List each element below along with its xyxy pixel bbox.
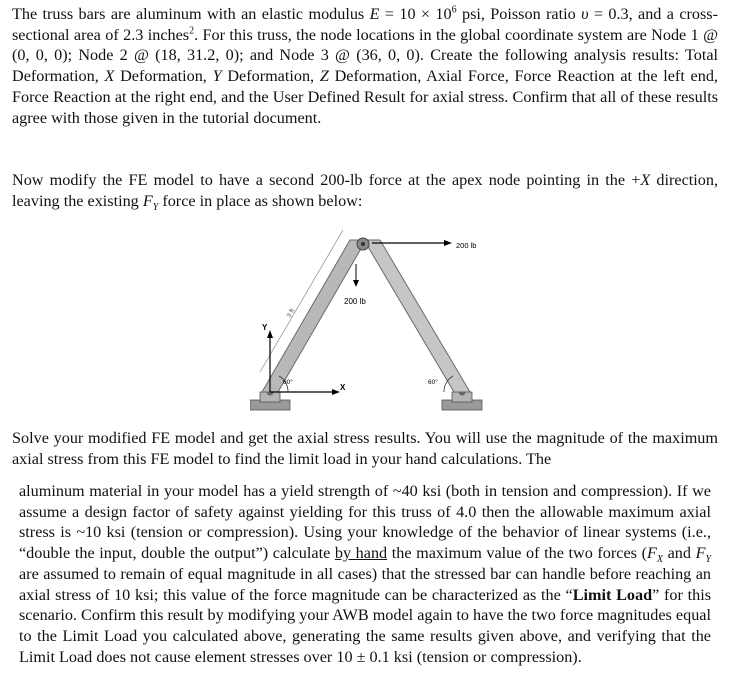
text: Deformation, — [114, 67, 213, 86]
paragraph-modify — [12, 170, 718, 211]
symbol-F: F — [142, 191, 153, 210]
axis-y-label: Y — [262, 323, 268, 332]
emphasis-by-hand: by hand — [334, 544, 388, 563]
symbol-nu: υ — [581, 5, 589, 23]
text: = 0.3, and a cross-sectional area of 2.3 inches — [12, 5, 718, 44]
symbol-X: X — [104, 67, 115, 86]
truss-diagram — [250, 222, 490, 418]
length-label: 3 ft — [285, 307, 297, 319]
axis-x-label: X — [340, 383, 346, 392]
text: The truss bars are aluminum with an elastic modulus — [12, 5, 370, 23]
symbol-Z: Z — [319, 67, 329, 86]
left-bar — [262, 240, 366, 392]
text: aluminum material in your model has a yield strength of ~40 ksi (both in tension and compression). If we assume a design factor of safety against yielding for this truss of 4.0 then the allowable maximum axial stress is ~10 ksi (tension or compression). Using your knowledge of the behavior of linear systems (i.e., “double the input, double the output”) calculate — [19, 482, 711, 563]
right-bar — [364, 240, 470, 392]
text: and — [662, 544, 696, 563]
symbol-X: X — [640, 171, 651, 189]
text: the maximum value of the two forces ( — [387, 544, 647, 563]
force-y-label: 200 lb — [344, 297, 366, 306]
symbol-Y: Y — [212, 67, 222, 86]
text: Deformation, — [221, 67, 320, 86]
term-limit-load: Limit Load — [572, 585, 653, 604]
exponent: 6 — [451, 4, 457, 16]
subscript-Y: Y — [152, 201, 159, 213]
text: = 10 × 10 — [379, 5, 452, 23]
text: Now modify the FE model to have a second 200-lb force at the apex node pointing in the + — [12, 171, 641, 189]
text: are assumed to remain of equal magnitude in all cases) that the stressed bar can handle before reaching an axial stress of 10 ksi; this value of the force magnitude can be characterized as the “ — [19, 564, 711, 604]
paragraph-limit-load — [19, 481, 711, 667]
text: . For this truss, the node locations in the global coordinate system are Node 1 @ (0, 0, 0); Node 2 @ (18, 31.2, 0); and Node 3 @ (36, 0, 0). Create the following analysis results: Total Deformation, — [12, 25, 718, 86]
text: psi, Poisson ratio — [456, 5, 582, 23]
paragraph-intro — [12, 4, 718, 128]
force-y-arrow — [353, 264, 359, 287]
paragraph-solve — [12, 428, 718, 469]
right-angle-label: 60° — [428, 379, 438, 386]
text: Deformation, Axial Force, Force Reaction at the left end, Force Reaction at the right end, and the User Defined Result for axial stress. Confirm that all of these results agree with those given in the tutorial document. — [12, 67, 718, 127]
symbol-F: F — [646, 544, 657, 563]
text: direction, leaving the existing — [12, 171, 718, 210]
subscript-X: X — [656, 554, 663, 566]
symbol-F: F — [695, 544, 706, 563]
left-angle-label: 60° — [283, 379, 293, 386]
symbol-E: E — [369, 5, 380, 23]
exponent: 2 — [189, 25, 195, 37]
text: ” for this scenario. Confirm this result by modifying your AWB model again to have the two force magnitudes equal to the Limit Load you calculated above, generating the same results given above, and verifying that the Limit Load does not cause element stresses over 10 ± 0.1 ksi (tension or compression). — [19, 585, 711, 666]
text: force in place as shown below: — [158, 191, 363, 210]
force-x-label: 200 lb — [456, 241, 477, 250]
subscript-Y: Y — [705, 554, 712, 566]
text: Solve your modified FE model and get the axial stress results. You will use the magnitude of the maximum axial stress from this FE model to find the limit load in your hand calculations. The — [12, 429, 718, 468]
force-x-arrow — [372, 240, 452, 246]
